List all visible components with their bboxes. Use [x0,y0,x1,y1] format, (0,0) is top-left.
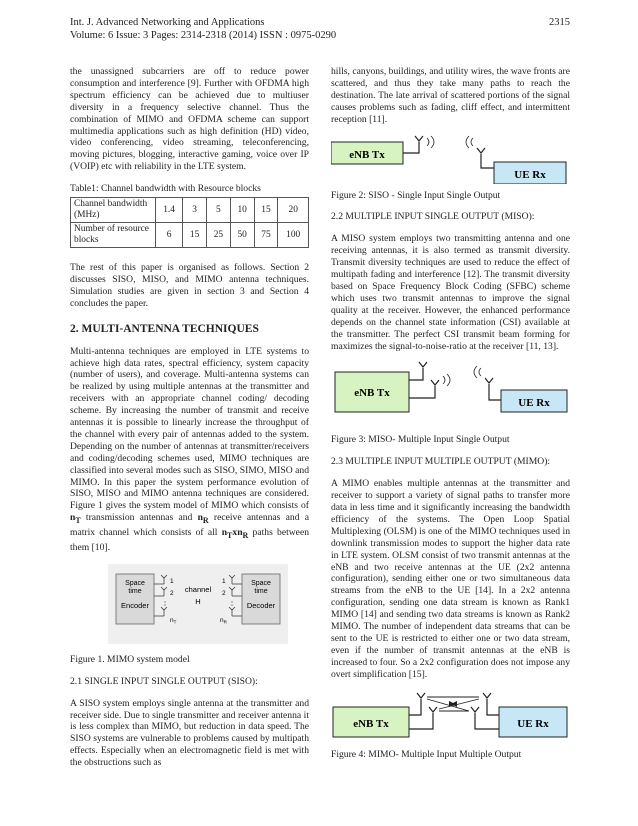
table-cell: 100 [278,223,309,248]
decoder-top-label: Space [251,579,271,587]
nr-symbol: $n_R$ [197,512,209,526]
mimo-heading: 2.3 MULTIPLE INPUT MULTIPLE OUTPUT (MIMO): [331,456,551,468]
text-span: receive antennas and a matrix channel which consists of all [70,512,309,539]
table-row-label: Channel bandwidth (MHz) [71,198,156,223]
section-heading: 2. MULTI-ANTENNA TECHNIQUES [70,322,259,335]
journal-title: Int. J. Advanced Networking and Applications [70,17,265,28]
table-cell: 3 [183,198,207,223]
table-row [71,223,309,248]
table-cell: 20 [278,198,309,223]
figure-4-mimo [331,687,570,743]
ntnr-symbol: $n_Txn_R$ [221,527,249,540]
svg-text:1: 1 [170,577,174,585]
svg-text:nT: $n_T$ [170,616,177,625]
right-column [331,66,570,771]
table-cell: 6 [156,223,183,248]
paragraph-siso: A SISO system employs single antenna at the transmitter and receiver side. Due to single transmitter and receiver antenna it is less complex than MIMO, but reduction in data speed. The SISO systems are vulnerable to problems caused by multipath effects. Especially when an electromagnetic field is met with the obstructions such as [70,697,309,769]
table-cell: 75 [254,223,278,248]
siso-diagram [331,132,570,184]
resource-blocks-table [70,197,309,248]
decoder-label: Decoder [246,600,276,610]
table-cell: 25 [206,223,230,248]
mimo-model-diagram [108,564,288,644]
channel-h-label: H [195,596,201,606]
encoder-label: Encoder [121,600,149,610]
paragraph-miso: A MISO system employs two transmitting antenna and one receiving antennas, it is also termed as transmit diversity. Transmit diversity techniques are used to reduce the effect of multipath fading and interference [12]. The transmit diversity based on Space Frequency Block Coding (SFBC) scheme which uses two transmit antennas to improve the signal quality at the receiver. However, the enhanced performance depends on the channel state information (CSI) available at the transmitter. The perfect CSI transmit beam forming for maximizes the signal-to-noise-ratio at the receiver [11, 13]. [331,233,570,352]
mimo-diagram [331,687,570,743]
svg-text:2: 2 [170,589,174,597]
text-span: paths between them [10]. [70,527,309,553]
miso-antennas [409,362,501,400]
table-row-label: Number of resource blocks [71,223,156,248]
paragraph-scatter: hills, canyons, buildings, and utility wires, the wave fronts are scattered, and thus they take many paths to reach the destination. The late arrival of scattered portions of the signal causes problems such as fading, cliff effect, and intermittent reception [11]. [331,66,570,125]
paragraph-mimo: A MIMO enables multiple antennas at the transmitter and receiver to support a variety of signal paths to transfer more data in less time and it significantly increasing the bandwidth efficiency of the systems. The Open Loop Spatial Multiplexing (OLSM) is one of the MIMO techniques used in downlink transmission modes to support the higher data rate in LTE system. OLSM consist of two transmit antennas at the eNB and two receive antennas at the UE (2x2 antenna configuration), sending either one or two simultaneous data streams from the eNB to the UE [14]. In a 2x2 antenna configuration, sending one data stream is known as Rank1 MIMO [14] and sending two data streams is known as Rank2 MIMO. The number of independent data streams that can be sent to the UE is restricted to either one or two data stream, even if the number of transmit antennas at the eNB is increased to four. So a 2x2 configuration does not impose any overt simplification [15]. [331,478,570,680]
table-cell: 50 [230,223,254,248]
table-cell: 15 [254,198,278,223]
enb-tx-label: eNB Tx [349,148,385,161]
table-cell: 15 [183,223,207,248]
siso-antennas [403,136,494,168]
volume-line: Volume: 6 Issue: 3 Pages: 2314-2318 (2014) ISSN : 0975-0290 [70,30,337,41]
text-span: Multi-antenna techniques are employed in LTE systems to achieve high data rates, spectral efficiency, system capacity (number of users), and coverage. Multi-antenna systems can be realized by using multiple antennas at the transmitter and receivers with an appropriate channel coding/ decoding scheme. By increasing the number of transmit and receive antennas it is possible to linearly increase the throughput of the channel with every pair of antennas added to the system. Depending on the number of antennas at transmitter/receivers and coding/decoding schemes used, MIMO techniques are classified into several modes such as SISO, SIMO, MISO and MIMO. In this paper the system performance evolution of SISO, MISO and MIMO antenna techniques are considered. Figure 1 gives the system model of MIMO which consists of [70,345,309,512]
left-column [70,66,309,779]
enb-tx-label: eNB Tx [354,387,390,400]
encoder-top-label: Space [125,579,145,587]
svg-text:2: 2 [222,589,226,597]
figure-2-caption: Figure 2: SISO - Single Input Single Output [331,189,501,201]
siso-heading: 2.1 SINGLE INPUT SINGLE OUTPUT (SISO): [70,675,258,687]
paragraph-intro-continued: the unassigned subcarriers are off to reduce power consumption and interference [9]. Further with OFDMA high spectrum efficiency can be achieved due to multiuser diversity in a frequency selective channel. Thus the combination of MIMO and OFDMA scheme can support multimedia applications such as high definition (HD) video, video conferencing, video streaming, teleconferencing, moving pictures, blogging, interactive gaming, voice over IP (VOIP) etc with reliability in the LTE system. [70,66,309,173]
figure-3-caption: Figure 3: MISO- Multiple Input Single Output [331,434,510,446]
paragraph-organisation: The rest of this paper is organised as follows. Section 2 discusses SISO, MISO, and MIMO antenna techniques. Simulation studies are given in section 3 and Section 4 concludes the paper. [70,262,309,309]
figure-4-caption: Figure 4: MIMO- Multiple Input Multiple Output [331,748,522,760]
ue-rx-label: UE Rx [514,168,546,181]
figure-1-caption: Figure 1. MIMO system model [70,653,190,665]
miso-diagram [331,358,570,428]
svg-text:nR: $n_R$ [220,616,227,625]
table-cell: 1.4 [156,198,183,223]
page-header [70,16,570,42]
ue-rx-label: UE Rx [518,397,550,410]
figure-3-miso [331,358,570,428]
channel-label: channel [184,584,212,594]
ue-rx-label: UE Rx [517,717,549,730]
page-number: 2315 [549,17,570,28]
paragraph-multi-antenna [70,346,309,554]
svg-text:1: 1 [222,577,226,585]
nt-symbol: $n_T$ [70,512,81,526]
table-cell: 5 [206,198,230,223]
figure-1-mimo-model [108,564,288,644]
text-span: transmission antennas and [80,512,198,524]
table-row [71,198,309,223]
table-caption: Table1: Channel bandwidth with Resource blocks [70,183,261,195]
enb-tx-label: eNB Tx [353,717,389,730]
decoder-mid-label: time [254,587,268,595]
encoder-mid-label: time [128,587,142,595]
miso-heading: 2.2 MULTIPLE INPUT SINGLE OUTPUT (MISO): [331,211,535,223]
figure-2-siso [331,132,570,184]
table-cell: 10 [230,198,254,223]
